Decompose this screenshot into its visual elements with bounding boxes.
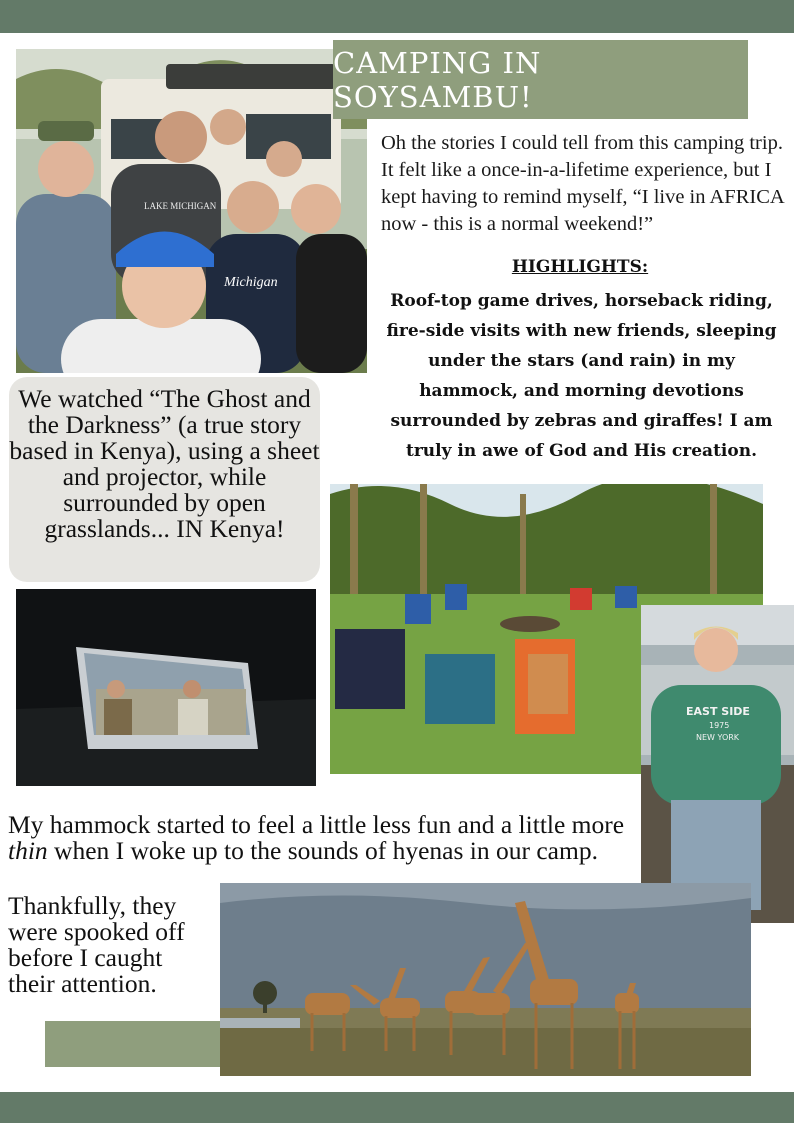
shirt-brand-text: LAKE MICHIGAN: [144, 201, 217, 211]
hyena-paragraph: Thankfully, they were spooked off before I caught their attention.: [8, 891, 185, 998]
movie-caption: We watched “The Ghost and the Darkness” (a true story based in Kenya), using a sheet and projector, while surrounded by open grasslands... IN Kenya!: [9, 384, 320, 543]
sweatshirt-city-text: NEW YORK: [696, 733, 740, 742]
top-border: [0, 0, 794, 33]
hammock-paragraph: [8, 812, 648, 864]
bottom-border: [0, 1092, 794, 1123]
page-title: CAMPING IN SOYSAMBU!: [333, 45, 542, 114]
hammock-text-end: when I woke up to the sounds of hyenas in our camp.: [47, 836, 598, 865]
movie-screen-photo: [16, 589, 316, 786]
lakeside-portrait-photo: [641, 605, 794, 923]
giraffe-photo: [220, 883, 751, 1076]
shirt-script-text: Michigan: [224, 275, 278, 290]
title-banner: [333, 40, 748, 119]
hammock-text-emphasis: thin: [8, 836, 48, 865]
group-photo: [16, 49, 367, 373]
intro-paragraph: Oh the stories I could tell from this camping trip. It felt like a once-in-a-lifetime experience, but I kept having to remind myself, “I live in AFRICA now - this is a normal weekend!”: [381, 132, 784, 235]
highlights-body: Roof-top game drives, horseback riding, fire-side visits with new friends, sleeping under the stars (and rain) in my hammock, and morning devotions surrounded by zebras and giraffes! I am truly in awe of God and His creation.: [386, 291, 777, 461]
sweatshirt-text: EAST SIDE: [686, 705, 750, 718]
accent-block: [45, 1021, 220, 1067]
hammock-text-start: My hammock started to feel a little less fun and a little more: [8, 810, 625, 839]
highlights-heading: HIGHLIGHTS:: [511, 257, 649, 277]
sweatshirt-year-text: 1975: [709, 721, 730, 730]
